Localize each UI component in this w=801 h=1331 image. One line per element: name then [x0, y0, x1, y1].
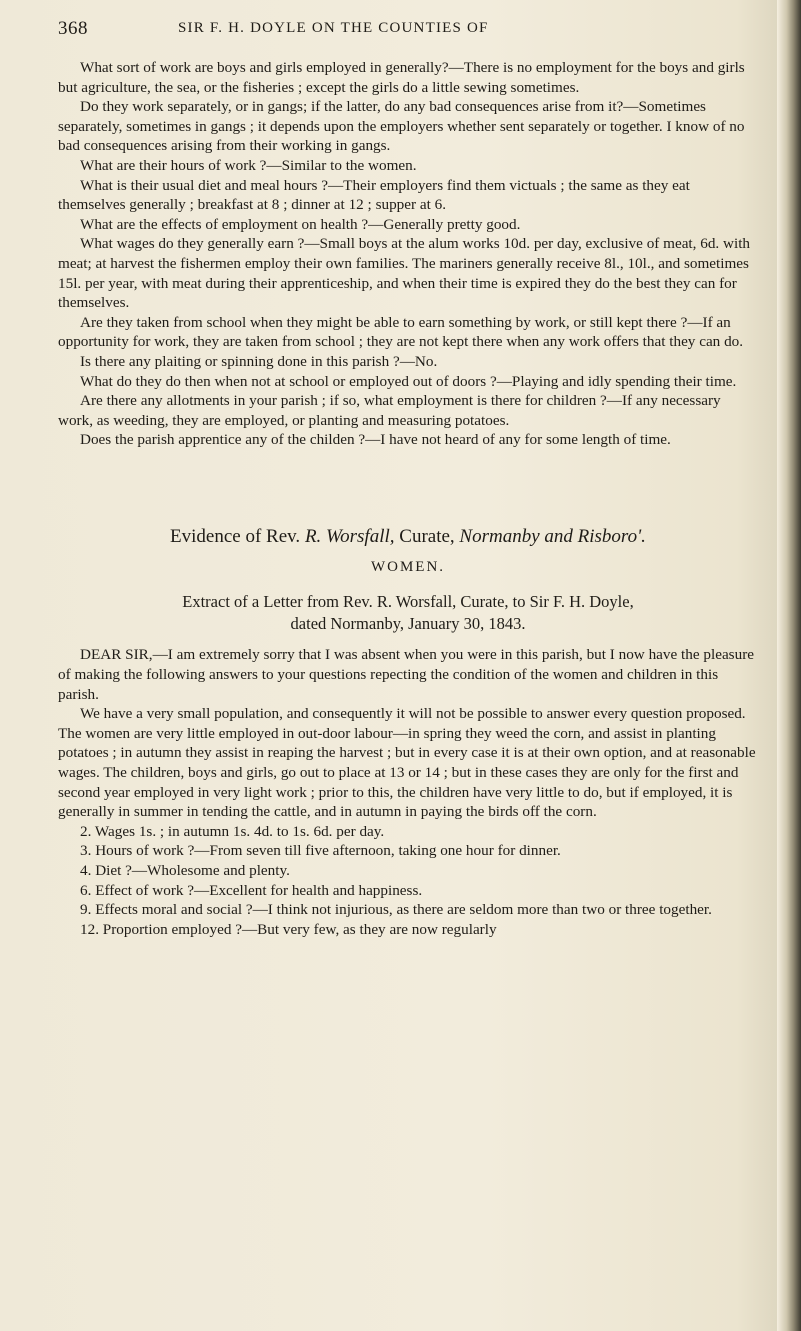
qa-paragraph: Do they work separately, or in gangs; if the latter, do any bad consequences arise from it?—Sometimes separately, sometimes in gangs ; it depends upon the employers whether sent separately or together. I know of no bad consequences arising from their working in gangs. [58, 98, 745, 155]
evidence-heading: Evidence of Rev. R. Worsfall, Curate, Normanby and Risboro'. [170, 525, 646, 547]
extract-heading: Extract of a Letter from Rev. R. Worsfall, Curate, to Sir F. H. Doyle, dated Normanby, January 30, 1843. [182, 592, 634, 634]
qa-paragraph: Are there any allotments in your parish ; if so, what employment is there for children ?—If any necessary work, as weeding, they are employed, or planting and measuring potatoes. [58, 392, 721, 429]
letter-paragraph: 12. Proportion employed ?—But very few, as they are now regularly [80, 920, 497, 938]
qa-paragraph: Does the parish apprentice any of the childen ?—I have not heard of any for some length of time. [80, 431, 671, 449]
letter-paragraph: DEAR SIR,—I am extremely sorry that I was absent when you were in this parish, but I now have the pleasure of making the following answers to your questions repecting the condition of the women and children in this parish. [58, 646, 754, 703]
qa-paragraph: What is their usual diet and meal hours ?—Their employers find them victuals ; the same as they eat themselves generally ; breakfast at 8 ; dinner at 12 ; supper at 6. [58, 176, 690, 214]
page-header [58, 18, 758, 40]
women-heading: WOMEN. [370, 558, 446, 575]
letter-paragraph: 9. Effects moral and social ?—I think not injurious, as there are seldom more than two or three together. [80, 901, 712, 919]
letter-paragraph: 4. Diet ?—Wholesome and plenty. [80, 862, 290, 879]
running-title: SIR F. H. DOYLE ON THE COUNTIES OF [178, 20, 489, 36]
qa-paragraph: What are the effects of employment on health ?—Generally pretty good. [80, 215, 521, 233]
letter-paragraph: 3. Hours of work ?—From seven till five afternoon, taking one hour for dinner. [80, 842, 561, 860]
qa-paragraph: What do they do then when not at school or employed out of doors ?—Playing and idly spending their time. [80, 372, 737, 390]
qa-paragraph: Are they taken from school when they might be able to earn something by work, or still kept there ?—If an opportunity for work, they are taken from school ; they are not kept there when any work offers that they can do. [58, 313, 744, 351]
page-body [58, 58, 758, 939]
page-number: 368 [58, 18, 88, 39]
letter-paragraph: 6. Effect of work ?—Excellent for health and happiness. [80, 881, 423, 899]
letter-paragraph: We have a very small population, and consequently it will not be possible to answer every question proposed. The women are very little employed in out-door labour—in spring they weed the corn, and assist in planting potatoes ; in autumn they assist in reaping the harvest ; but in every case it is at their own option, and at reasonable wages. The children, boys and girls, go out to place at 13 or 14 ; but in these cases they are only for the first and second year employed in very light work ; prior to this, the children have very little to do, but if employed, it is generally in summer in tending the cattle, and in autumn in paying the birds off the corn. [58, 705, 756, 821]
letter-body [58, 645, 758, 939]
qa-paragraph: What sort of work are boys and girls employed in generally?—There is no employment for the boys and girls but agriculture, the sea, or the fisheries ; except the girls do a little sewing sometimes. [58, 59, 745, 96]
qa-paragraph: What are their hours of work ?—Similar to the women. [80, 156, 417, 174]
qa-paragraph: Is there any plaiting or spinning done in this parish ?—No. [80, 352, 438, 370]
page-edge-shadow [777, 0, 801, 1331]
letter-paragraph: 2. Wages 1s. ; in autumn 1s. 4d. to 1s. 6d. per day. [80, 822, 385, 840]
qa-paragraph: What wages do they generally earn ?—Small boys at the alum works 10d. per day, exclusive of meat, 6d. with meat; at harvest the fishermen employ their own families. The mariners generally receive 8l., 10l., and sometimes 15l. per year, with meat during their apprenticeship, and when their time is expired they do the best they can for themselves. [58, 235, 751, 312]
